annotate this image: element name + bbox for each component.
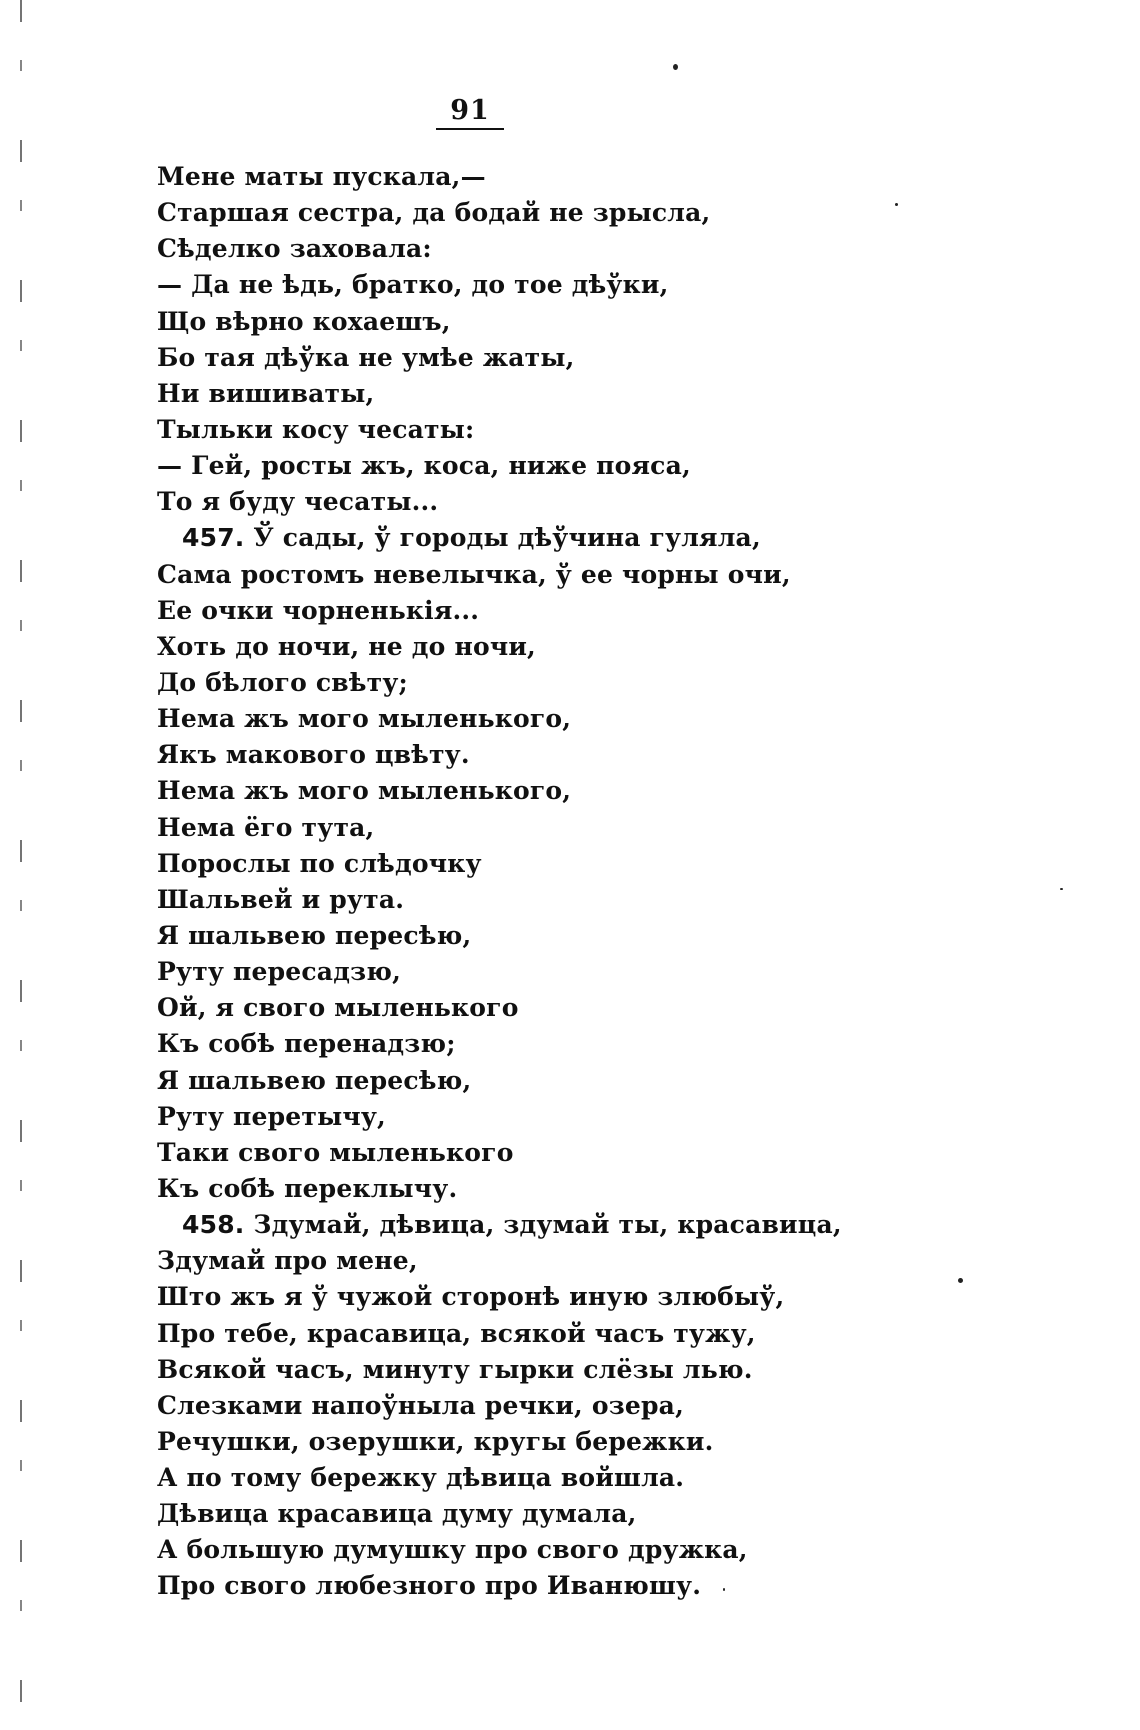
poem-line-text: Руту пересадзю, xyxy=(157,957,401,987)
poem-line xyxy=(157,846,1057,882)
poem-line-text: Слезками напоўныла речки, озера, xyxy=(157,1390,684,1420)
poem-line-text: Шальвей и рута. xyxy=(157,884,405,914)
poem-line xyxy=(157,1026,1057,1062)
poem-line-text: До бѣлого свѣту; xyxy=(157,667,408,697)
poem-line-text: Я шальвею пересѣю, xyxy=(157,1065,472,1095)
poem-line-text: Бо тая дѣўка не умѣе жаты, xyxy=(157,342,575,372)
poem-line-text: Ни вишиваты, xyxy=(157,378,375,408)
poem-line-text: То я буду чесаты... xyxy=(157,487,439,517)
poem-line-text: Ой, я свого мыленького xyxy=(157,993,519,1023)
poem-line-text: Нема жъ мого мыленького, xyxy=(157,776,572,806)
poem-line-text: Руту перетычу, xyxy=(157,1101,386,1131)
poem-line xyxy=(157,1352,1057,1388)
poem-line xyxy=(157,1099,1057,1135)
poem-line-text: Про свого любезного про Иванюшу. xyxy=(157,1571,702,1601)
print-speck xyxy=(1060,888,1063,890)
poem-line xyxy=(157,1424,1057,1460)
poem-line-text: — Да не ѣдь, братко, до тое дѣўки, xyxy=(157,270,669,300)
poem-line xyxy=(157,1243,1057,1279)
poem-line xyxy=(157,340,1057,376)
poem-line-text: Про тебе, красавица, всякой часъ тужу, xyxy=(157,1318,756,1348)
poem-number: 458. xyxy=(182,1210,245,1240)
poem-number-line xyxy=(157,1207,1057,1243)
poem-text xyxy=(157,159,1057,1605)
poem-line xyxy=(157,593,1057,629)
poem-line-text: Всякой часъ, минуту гырки слёзы лью. xyxy=(157,1354,753,1384)
poem-line-text: Здумай, дѣвица, здумай ты, красавица, xyxy=(253,1210,842,1240)
poem-line-text: Таки свого мыленького xyxy=(157,1137,514,1167)
poem-line xyxy=(157,557,1057,593)
poem-line xyxy=(157,810,1057,846)
poem-line-text: Тыльки косу чесаты: xyxy=(157,414,475,444)
poem-line-text: Къ собѣ переклычу. xyxy=(157,1173,458,1203)
poem-line-text: Нема жъ мого мыленького, xyxy=(157,704,572,734)
poem-line-text: Порослы по слѣдочку xyxy=(157,848,482,878)
poem-line-text: Сама ростомъ невелычка, ў ее чорны очи, xyxy=(157,559,791,589)
page-edge-line xyxy=(20,0,22,1730)
poem-line-text: Ў сады, ў городы дѣўчина гуляла, xyxy=(253,523,761,553)
poem-line xyxy=(157,1171,1057,1207)
poem-number-line xyxy=(157,520,1057,556)
poem-line-text: А большую думушку про свого дружка, xyxy=(157,1535,748,1565)
poem-line xyxy=(157,954,1057,990)
poem-line xyxy=(157,1063,1057,1099)
poem-line xyxy=(157,1460,1057,1496)
poem-number: 457. xyxy=(182,523,245,553)
poem-line xyxy=(157,1496,1057,1532)
poem-line-text: Хоть до ночи, не до ночи, xyxy=(157,631,536,661)
poem-line-text: Дѣвица красавица думу думала, xyxy=(157,1499,637,1529)
poem-line xyxy=(157,267,1057,303)
poem-line xyxy=(157,701,1057,737)
print-speck xyxy=(673,64,678,70)
poem-line-text: Старшая сестра, да бодай не зрысла, xyxy=(157,198,711,228)
poem-line xyxy=(157,484,1057,520)
poem-line xyxy=(157,412,1057,448)
poem-line-text: Ее очки чорненькія... xyxy=(157,595,480,625)
poem-line xyxy=(157,195,1057,231)
poem-line-text: Якъ макового цвѣту. xyxy=(157,740,470,770)
poem-line-text: Што жъ я ў чужой сторонѣ иную злюбыў, xyxy=(157,1282,785,1312)
poem-line xyxy=(157,1279,1057,1315)
poem-line xyxy=(157,665,1057,701)
poem-line xyxy=(157,1532,1057,1568)
poem-line xyxy=(157,231,1057,267)
poem-line-text: Къ собѣ перенадзю; xyxy=(157,1029,456,1059)
poem-line-text: Я шальвею пересѣю, xyxy=(157,920,472,950)
poem-line xyxy=(157,1135,1057,1171)
poem-line xyxy=(157,918,1057,954)
page-number: 91 xyxy=(436,96,504,130)
poem-line xyxy=(157,1568,1057,1604)
poem-line-text: Нема ёго тута, xyxy=(157,812,375,842)
poem-line xyxy=(157,1316,1057,1352)
poem-line xyxy=(157,629,1057,665)
poem-line-text: А по тому бережку дѣвица войшла. xyxy=(157,1463,685,1493)
poem-line-text: Речушки, озерушки, кругы бережки. xyxy=(157,1426,714,1456)
poem-line xyxy=(157,376,1057,412)
poem-line xyxy=(157,1388,1057,1424)
poem-line-text: Здумай про мене, xyxy=(157,1246,418,1276)
poem-line xyxy=(157,304,1057,340)
poem-line-text: — Гей, росты жъ, коса, ниже пояса, xyxy=(157,451,691,481)
poem-line xyxy=(157,448,1057,484)
poem-line xyxy=(157,882,1057,918)
poem-line-text: Сѣделко заховала: xyxy=(157,234,432,264)
poem-line-text: Мене маты пускала,— xyxy=(157,162,486,191)
poem-line xyxy=(157,773,1057,809)
poem-line xyxy=(157,990,1057,1026)
poem-line xyxy=(157,737,1057,773)
poem-line xyxy=(157,159,1057,195)
poem-line-text: Що вѣрно кохаешъ, xyxy=(157,306,451,336)
